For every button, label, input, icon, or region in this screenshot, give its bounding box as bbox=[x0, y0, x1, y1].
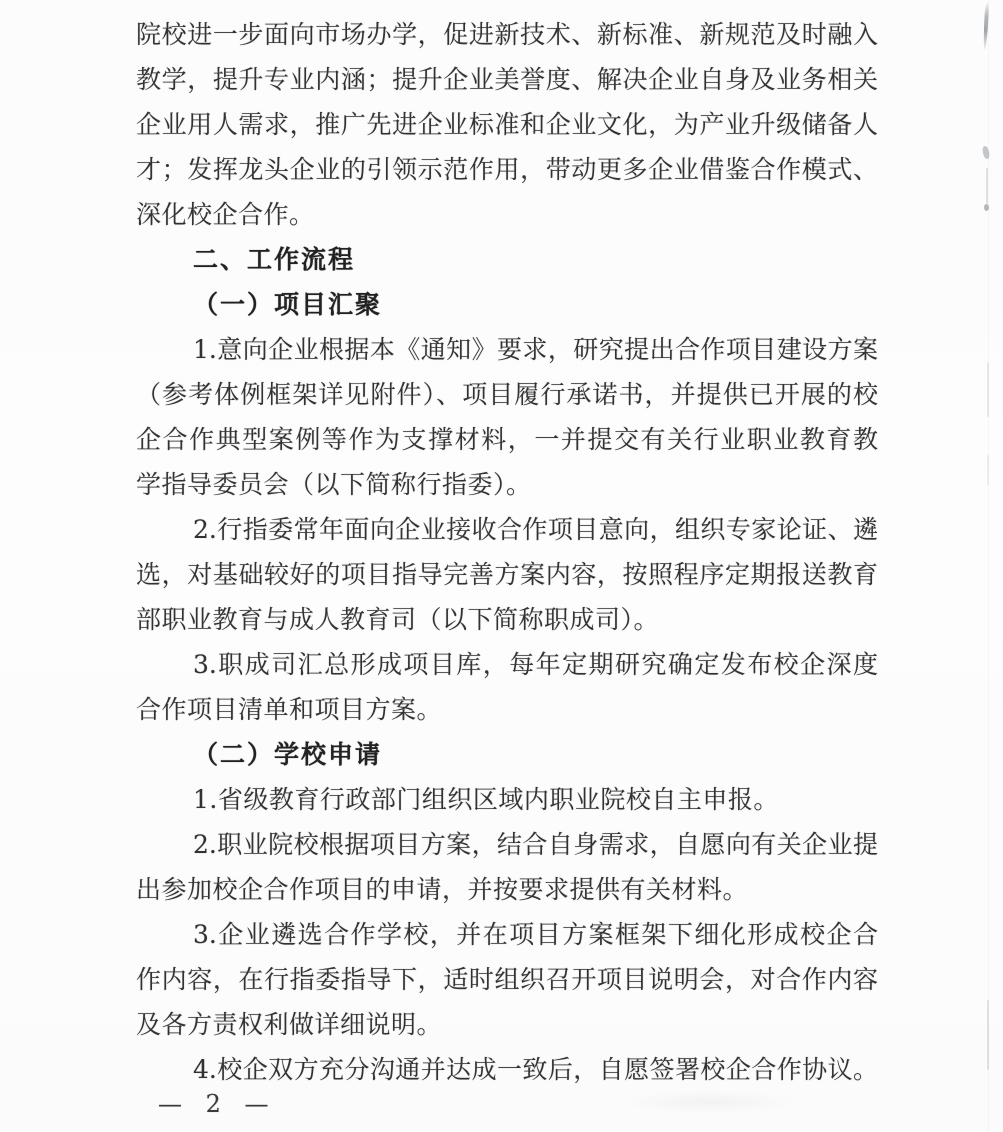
text-line: 2.行指委常年面向企业接收合作项目意向，组织专家论证、遴 bbox=[193, 515, 878, 544]
text-line: 选，对基础较好的项目指导完善方案内容，按照程序定期报送教育 bbox=[136, 560, 878, 589]
text-line: 才；发挥龙头企业的引领示范作用，带动更多企业借鉴合作模式、 bbox=[136, 155, 878, 184]
section-heading-workflow: 二、工作流程 bbox=[193, 245, 356, 274]
scan-artifact-smudge bbox=[620, 1090, 800, 1114]
text-line: 学指导委员会（以下简称行指委）。 bbox=[136, 470, 532, 499]
text-line: 1.省级教育行政部门组织区域内职业院校自主申报。 bbox=[193, 785, 779, 814]
text-line: 合作项目清单和项目方案。 bbox=[136, 695, 443, 724]
text-line: 2.职业院校根据项目方案，结合自身需求，自愿向有关企业提 bbox=[193, 830, 878, 859]
text-line: 1.意向企业根据本《通知》要求，研究提出合作项目建设方案 bbox=[193, 335, 878, 364]
subsection-heading-project-pooling: （一）项目汇聚 bbox=[193, 290, 383, 319]
scan-artifact-top-stroke bbox=[983, 2, 990, 50]
scan-artifact-edge-line bbox=[988, 0, 989, 1132]
scan-artifact-speck bbox=[982, 146, 991, 160]
text-line: 企业用人需求，推广先进企业标准和企业文化，为产业升级储备人 bbox=[136, 110, 878, 139]
scan-artifact-dash bbox=[987, 362, 989, 417]
document-text-block bbox=[136, 12, 878, 1092]
scan-artifact-dash bbox=[987, 455, 989, 485]
scan-artifact-dash bbox=[987, 1000, 989, 1070]
text-line: 部职业教育与成人教育司（以下简称职成司）。 bbox=[136, 605, 660, 634]
text-line: 院校进一步面向市场办学，促进新技术、新标准、新规范及时融入 bbox=[136, 20, 878, 49]
text-line: 3.职成司汇总形成项目库，每年定期研究确定发布校企深度 bbox=[193, 650, 878, 679]
scan-artifact-dash bbox=[986, 168, 988, 204]
text-line: 4.校企双方充分沟通并达成一致后，自愿签署校企合作协议。 bbox=[193, 1055, 878, 1084]
text-line: 深化校企合作。 bbox=[136, 200, 315, 229]
text-line: 3.企业遴选合作学校，并在项目方案框架下细化形成校企合 bbox=[193, 920, 878, 949]
scan-artifact-dot bbox=[984, 204, 989, 211]
text-line: 出参加校企合作项目的申请，并按要求提供有关材料。 bbox=[136, 875, 749, 904]
text-line: 企合作典型案例等作为支撑材料，一并提交有关行业职业教育教 bbox=[136, 425, 878, 454]
text-line: 及各方责权利做详细说明。 bbox=[136, 1010, 443, 1039]
subsection-heading-school-application: （二）学校申请 bbox=[193, 740, 383, 769]
text-line: 教学，提升专业内涵；提升企业美誉度、解决企业自身及业务相关 bbox=[136, 65, 878, 94]
text-line: 作内容，在行指委指导下，适时组织召开项目说明会，对合作内容 bbox=[136, 965, 878, 994]
text-line: （参考体例框架详见附件）、项目履行承诺书，并提供已开展的校 bbox=[136, 380, 878, 409]
page-number: — 2 — bbox=[158, 1090, 271, 1118]
